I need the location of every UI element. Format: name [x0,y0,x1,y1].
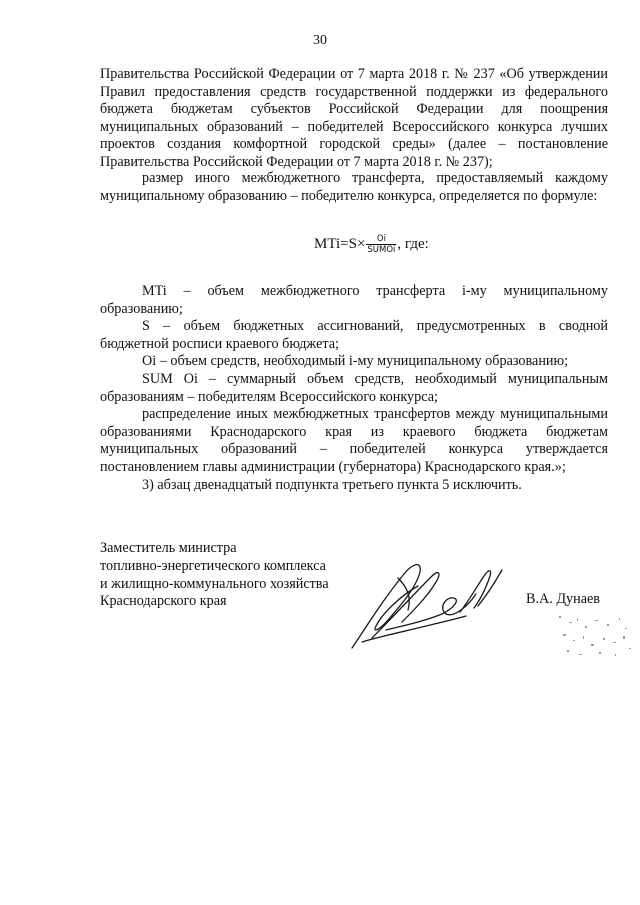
definition-oi: Oi – объем средств, необходимый i-му муниципальному образованию; [142,353,569,370]
signer-position-line: топливно-энергетического комплекса [100,557,326,574]
definitions-list [100,283,608,494]
definition-sum-oi: SUM Oi – суммарный объем средств, необходимый муниципальным образованиям – победителям Всероссийского конкурса; [100,370,608,405]
formula-suffix: , где: [397,236,429,252]
item-3-paragraph: 3) абзац двенадцатый подпункта третьего пункта 5 исключить. [142,476,522,493]
scan-noise [555,612,635,662]
definition-mti: MTi – объем межбюджетного трансферта i-му муниципальному образованию; [100,283,608,317]
formula-intro-block [100,170,608,205]
distribution-paragraph: распределение иных межбюджетных трансфертов между муниципальными образованиями Краснодарского края из краевого бюджета бюджетам муниципальных образований – победителей конкурса утверждается постановлением главы администрации (губернатора) Краснодарского края.»; [100,406,608,475]
formula-lhs: MTi=S× [314,236,366,252]
intro-paragraph: Правительства Российской Федерации от 7 марта 2018 г. № 237 «Об утверждении Правил предоставления средств государственной поддержки из федерального бюджета бюджетам субъектов Российской Федерации для поощрения муниципальных образований – победителей Всероссийского конкурса лучших проектов создания комфортной городской среды» (далее – постановление Правительства Российской Федерации от 7 марта 2018 г. № 237); [100,66,608,170]
signer-name: В.А. Дунаев [526,591,601,607]
signer-position-line: и жилищно-коммунального хозяйства [100,575,329,592]
signer-position-line: Заместитель министра [100,540,237,556]
formula-fraction [366,234,396,255]
signer-position [100,540,360,611]
formula-intro: размер иного межбюджетного трансферта, предоставляемый каждому муниципальному образованию – победителю конкурса, определяется по формуле: [100,170,608,204]
handwritten-signature [342,556,512,656]
page-number: 30 [313,33,327,48]
formula-numerator: Oi [376,234,386,244]
formula-denominator: SUMOi [367,245,396,255]
definition-s: S – объем бюджетных ассигнований, предусмотренных в сводной бюджетной росписи краевого бюджета; [100,318,608,352]
formula [314,234,429,255]
signer-position-line: Краснодарского края [100,593,227,610]
intro-paragraph-block [100,66,608,172]
